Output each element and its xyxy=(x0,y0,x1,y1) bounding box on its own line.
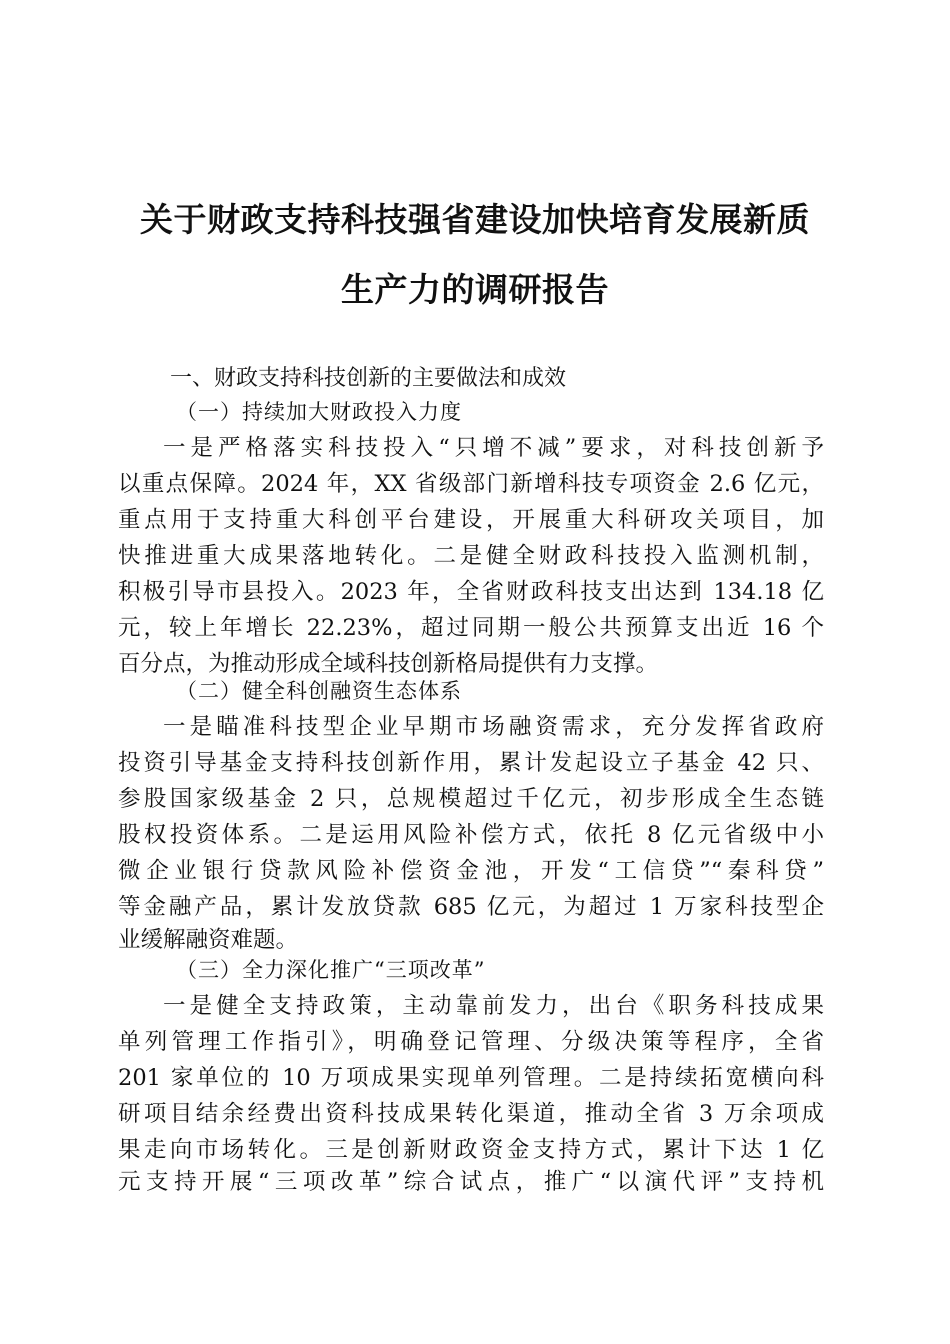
paragraph-line: 等金融产品，累计发放贷款 685 亿元，为超过 1 万家科技型企 xyxy=(118,894,824,920)
paragraph-line: 以重点保障。2024 年，XX 省级部门新增科技专项资金 2.6 亿元， xyxy=(118,471,824,497)
paragraph-line: 单列管理工作指引》，明确登记管理、分级决策等程序，全省 xyxy=(118,1029,824,1055)
paragraph-line: 快推进重大成果落地转化。二是健全财政科技投入监测机制， xyxy=(118,543,824,569)
paragraph-line: 投资引导基金支持科技创新作用，累计发起设立子基金 42 只、 xyxy=(118,750,824,776)
document-title-line-2: 生产力的调研报告 xyxy=(341,270,609,309)
paragraph-line: 股权投资体系。二是运用风险补偿方式，依托 8 亿元省级中小 xyxy=(118,822,824,848)
paragraph-line: 一是瞄准科技型企业早期市场融资需求，充分发挥省政府 xyxy=(163,714,824,740)
paragraph-line: 201 家单位的 10 万项成果实现单列管理。二是持续拓宽横向科 xyxy=(118,1065,824,1091)
paragraph-line: 参股国家级基金 2 只，总规模超过千亿元，初步形成全生态链 xyxy=(118,786,824,812)
document-title-line-1: 关于财政支持科技强省建设加快培育发展新质 xyxy=(140,200,810,239)
paragraph-line: 一是健全支持政策，主动靠前发力，出台《职务科技成果 xyxy=(163,993,824,1019)
paragraph-line: 元，较上年增长 22.23%，超过同期一般公共预算支出近 16 个 xyxy=(118,615,824,641)
paragraph-line: 一是严格落实科技投入“只增不减”要求，对科技创新予 xyxy=(163,435,824,461)
section-heading-1: 一、财政支持科技创新的主要做法和成效 xyxy=(170,366,567,391)
paragraph-line: 积极引导市县投入。2023 年，全省财政科技支出达到 134.18 亿 xyxy=(118,579,824,605)
subsection-heading-2: （二）健全科创融资生态体系 xyxy=(176,679,462,703)
paragraph-line: 业缓解融资难题。 xyxy=(118,927,299,953)
paragraph-line: 百分点，为推动形成全域科技创新格局提供有力支撑。 xyxy=(118,651,659,677)
paragraph-line: 重点用于支持重大科创平台建设，开展重大科研攻关项目，加 xyxy=(118,507,824,533)
subsection-heading-3: （三）全力深化推广“三项改革” xyxy=(176,958,486,982)
paragraph-line: 研项目结余经费出资科技成果转化渠道，推动全省 3 万余项成 xyxy=(118,1101,824,1127)
paragraph-line: 元支持开展“三项改革”综合试点，推广“以演代评”支持机 xyxy=(118,1169,824,1195)
subsection-heading-1: （一）持续加大财政投入力度 xyxy=(176,400,462,424)
paragraph-line: 微企业银行贷款风险补偿资金池，开发“工信贷”“秦科贷” xyxy=(118,858,824,884)
paragraph-line: 果走向市场转化。三是创新财政资金支持方式，累计下达 1 亿 xyxy=(118,1137,824,1163)
